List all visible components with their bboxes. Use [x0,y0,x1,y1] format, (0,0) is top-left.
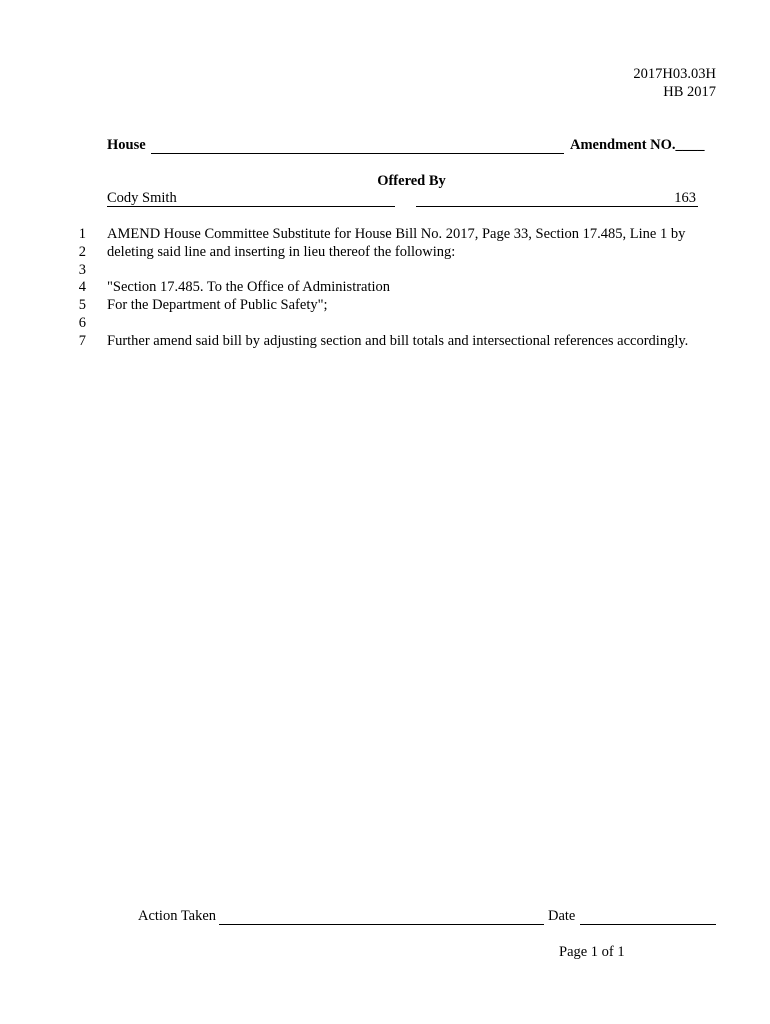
line-number: 5 [78,297,86,313]
action-taken-label: Action Taken [138,908,217,924]
date-line [580,924,716,925]
action-taken-line [219,924,544,925]
line-number: 7 [78,333,86,349]
chamber-label: House [107,137,146,153]
line-text: Further amend said bill by adjusting section and bill totals and intersectional references accordingly. [107,333,689,349]
chamber-blank-line [151,153,564,154]
district-line [416,206,698,207]
amendment-number-label: Amendment NO.____ [570,137,705,153]
sponsor-line [107,206,395,207]
line-number: 3 [78,262,86,278]
line-text: AMEND House Committee Substitute for House Bill No. 2017, Page 33, Section 17.485, Line 1 by [107,226,686,242]
document-code: 2017H03.03H [633,66,716,82]
line-number: 1 [78,226,86,242]
line-text: "Section 17.485. To the Office of Administration [107,279,391,295]
sponsor-name: Cody Smith [107,190,177,206]
offered-by-heading: Offered By [377,173,446,189]
date-label: Date [548,908,576,924]
line-number: 4 [78,279,86,295]
line-text: For the Department of Public Safety"; [107,297,328,313]
page-number: Page 1 of 1 [559,944,625,960]
district-number: 163 [674,190,696,206]
line-number: 6 [78,315,86,331]
bill-number: HB 2017 [663,84,716,100]
line-number: 2 [78,244,86,260]
line-text: deleting said line and inserting in lieu thereof the following: [107,244,456,260]
